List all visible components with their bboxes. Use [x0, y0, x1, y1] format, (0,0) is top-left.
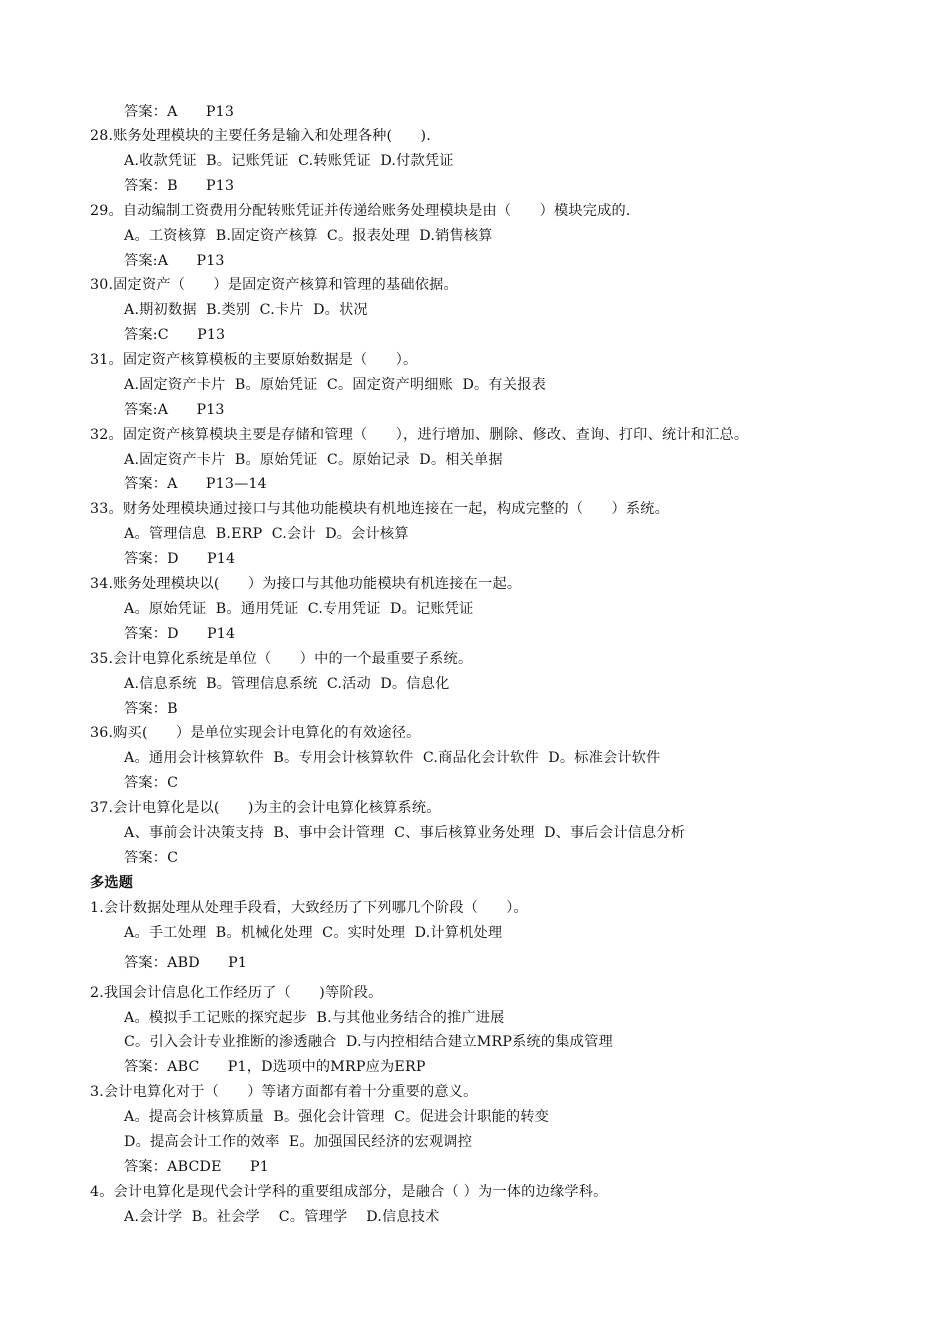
options-line: A。手工处理 B。机械化处理 C。实时处理 D.计算机处理	[124, 925, 503, 941]
answer-line: 答案：A P13—14	[124, 476, 267, 492]
answer-line: 答案：D P14	[124, 551, 236, 567]
answer-line: 答案：ABCDE P1	[124, 1159, 269, 1175]
options-line: A。提高会计核算质量 B。强化会计管理 C。促进会计职能的转变	[124, 1109, 550, 1125]
answer-line: 答案:C P13	[124, 327, 226, 343]
options-line: D。提高会计工作的效率 E。加强国民经济的宏观调控	[124, 1134, 473, 1150]
options-line: A。通用会计核算软件 B。专用会计核算软件 C.商品化会计软件 D。标准会计软件	[124, 750, 661, 766]
options-line: A.期初数据 B.类别 C.卡片 D。状况	[124, 302, 368, 318]
options-line: A.固定资产卡片 B。原始凭证 C。固定资产明细账 D。有关报表	[124, 377, 546, 393]
question-37: 37.会计电算化是以( )为主的会计电算化核算系统。	[90, 800, 441, 816]
question-33: 33。财务处理模块通过接口与其他功能模块有机地连接在一起，构成完整的（ ）系统。	[90, 501, 670, 517]
question-m3: 3.会计电算化对于（ ）等诸方面都有着十分重要的意义。	[90, 1084, 478, 1100]
question-31: 31。固定资产核算模板的主要原始数据是（ ）。	[90, 352, 418, 368]
question-29: 29。自动编制工资费用分配转账凭证并传递给账务处理模块是由（ ）模块完成的.	[90, 203, 631, 219]
question-32: 32。固定资产核算模块主要是存储和管理（ ），进行增加、删除、修改、查询、打印、统计和汇总。	[90, 427, 749, 443]
options-line: A、事前会计决策支持 B、事中会计管理 C、事后核算业务处理 D、事后会计信息分析	[124, 825, 686, 841]
answer-line: 答案：ABC P1，D选项中的MRP应为ERP	[124, 1059, 426, 1075]
answer-line: 答案:A P13	[124, 402, 225, 418]
question-m1: 1.会计数据处理从处理手段看，大致经历了下列哪几个阶段（ ）。	[90, 900, 528, 916]
options-line: A.收款凭证 B。记账凭证 C.转账凭证 D.付款凭证	[124, 153, 454, 169]
answer-line: 答案:A P13	[124, 253, 225, 269]
question-35: 35.会计电算化系统是单位（ ）中的一个最重要子系统。	[90, 651, 473, 667]
answer-line: 答案：D P14	[124, 626, 236, 642]
question-m2: 2.我国会计信息化工作经历了（ )等阶段。	[90, 985, 383, 1001]
answer-line: 答案：B P13	[124, 178, 235, 194]
options-line: A。模拟手工记账的探究起步 B.与其他业务结合的推广进展	[124, 1010, 505, 1026]
answer-line: 答案：A P13	[124, 104, 235, 120]
options-line: A.信息系统 B。管理信息系统 C.活动 D。信息化	[124, 676, 450, 692]
options-line: A。原始凭证 B。通用凭证 C.专用凭证 D。记账凭证	[124, 601, 474, 617]
options-line: C。引入会计专业推断的渗透融合 D.与内控相结合建立MRP系统的集成管理	[124, 1034, 613, 1050]
question-30: 30.固定资产（ ）是固定资产核算和管理的基础依据。	[90, 277, 458, 293]
answer-line: 答案：C	[124, 850, 179, 866]
answer-line: 答案：ABD P1	[124, 955, 248, 971]
question-36: 36.购买( ）是单位实现会计电算化的有效途径。	[90, 725, 421, 741]
options-line: A。管理信息 B.ERP C.会计 D。会计核算	[124, 526, 409, 542]
answer-line: 答案：B	[124, 701, 178, 717]
question-28: 28.账务处理模块的主要任务是输入和处理各种( ).	[90, 128, 431, 144]
answer-line: 答案：C	[124, 775, 179, 791]
question-34: 34.账务处理模块以( ）为接口与其他功能模块有机连接在一起。	[90, 576, 522, 592]
options-line: A。工资核算 B.固定资产核算 C。报表处理 D.销售核算	[124, 228, 493, 244]
section-heading-multiple-choice: 多选题	[90, 875, 134, 891]
question-m4: 4。会计电算化是现代会计学科的重要组成部分，是融合（ ）为一体的边缘学科。	[90, 1184, 608, 1200]
options-line: A.固定资产卡片 B。原始凭证 C。原始记录 D。相关单据	[124, 452, 503, 468]
options-line: A.会计学 B。社会学 C。管理学 D.信息技术	[124, 1209, 440, 1225]
